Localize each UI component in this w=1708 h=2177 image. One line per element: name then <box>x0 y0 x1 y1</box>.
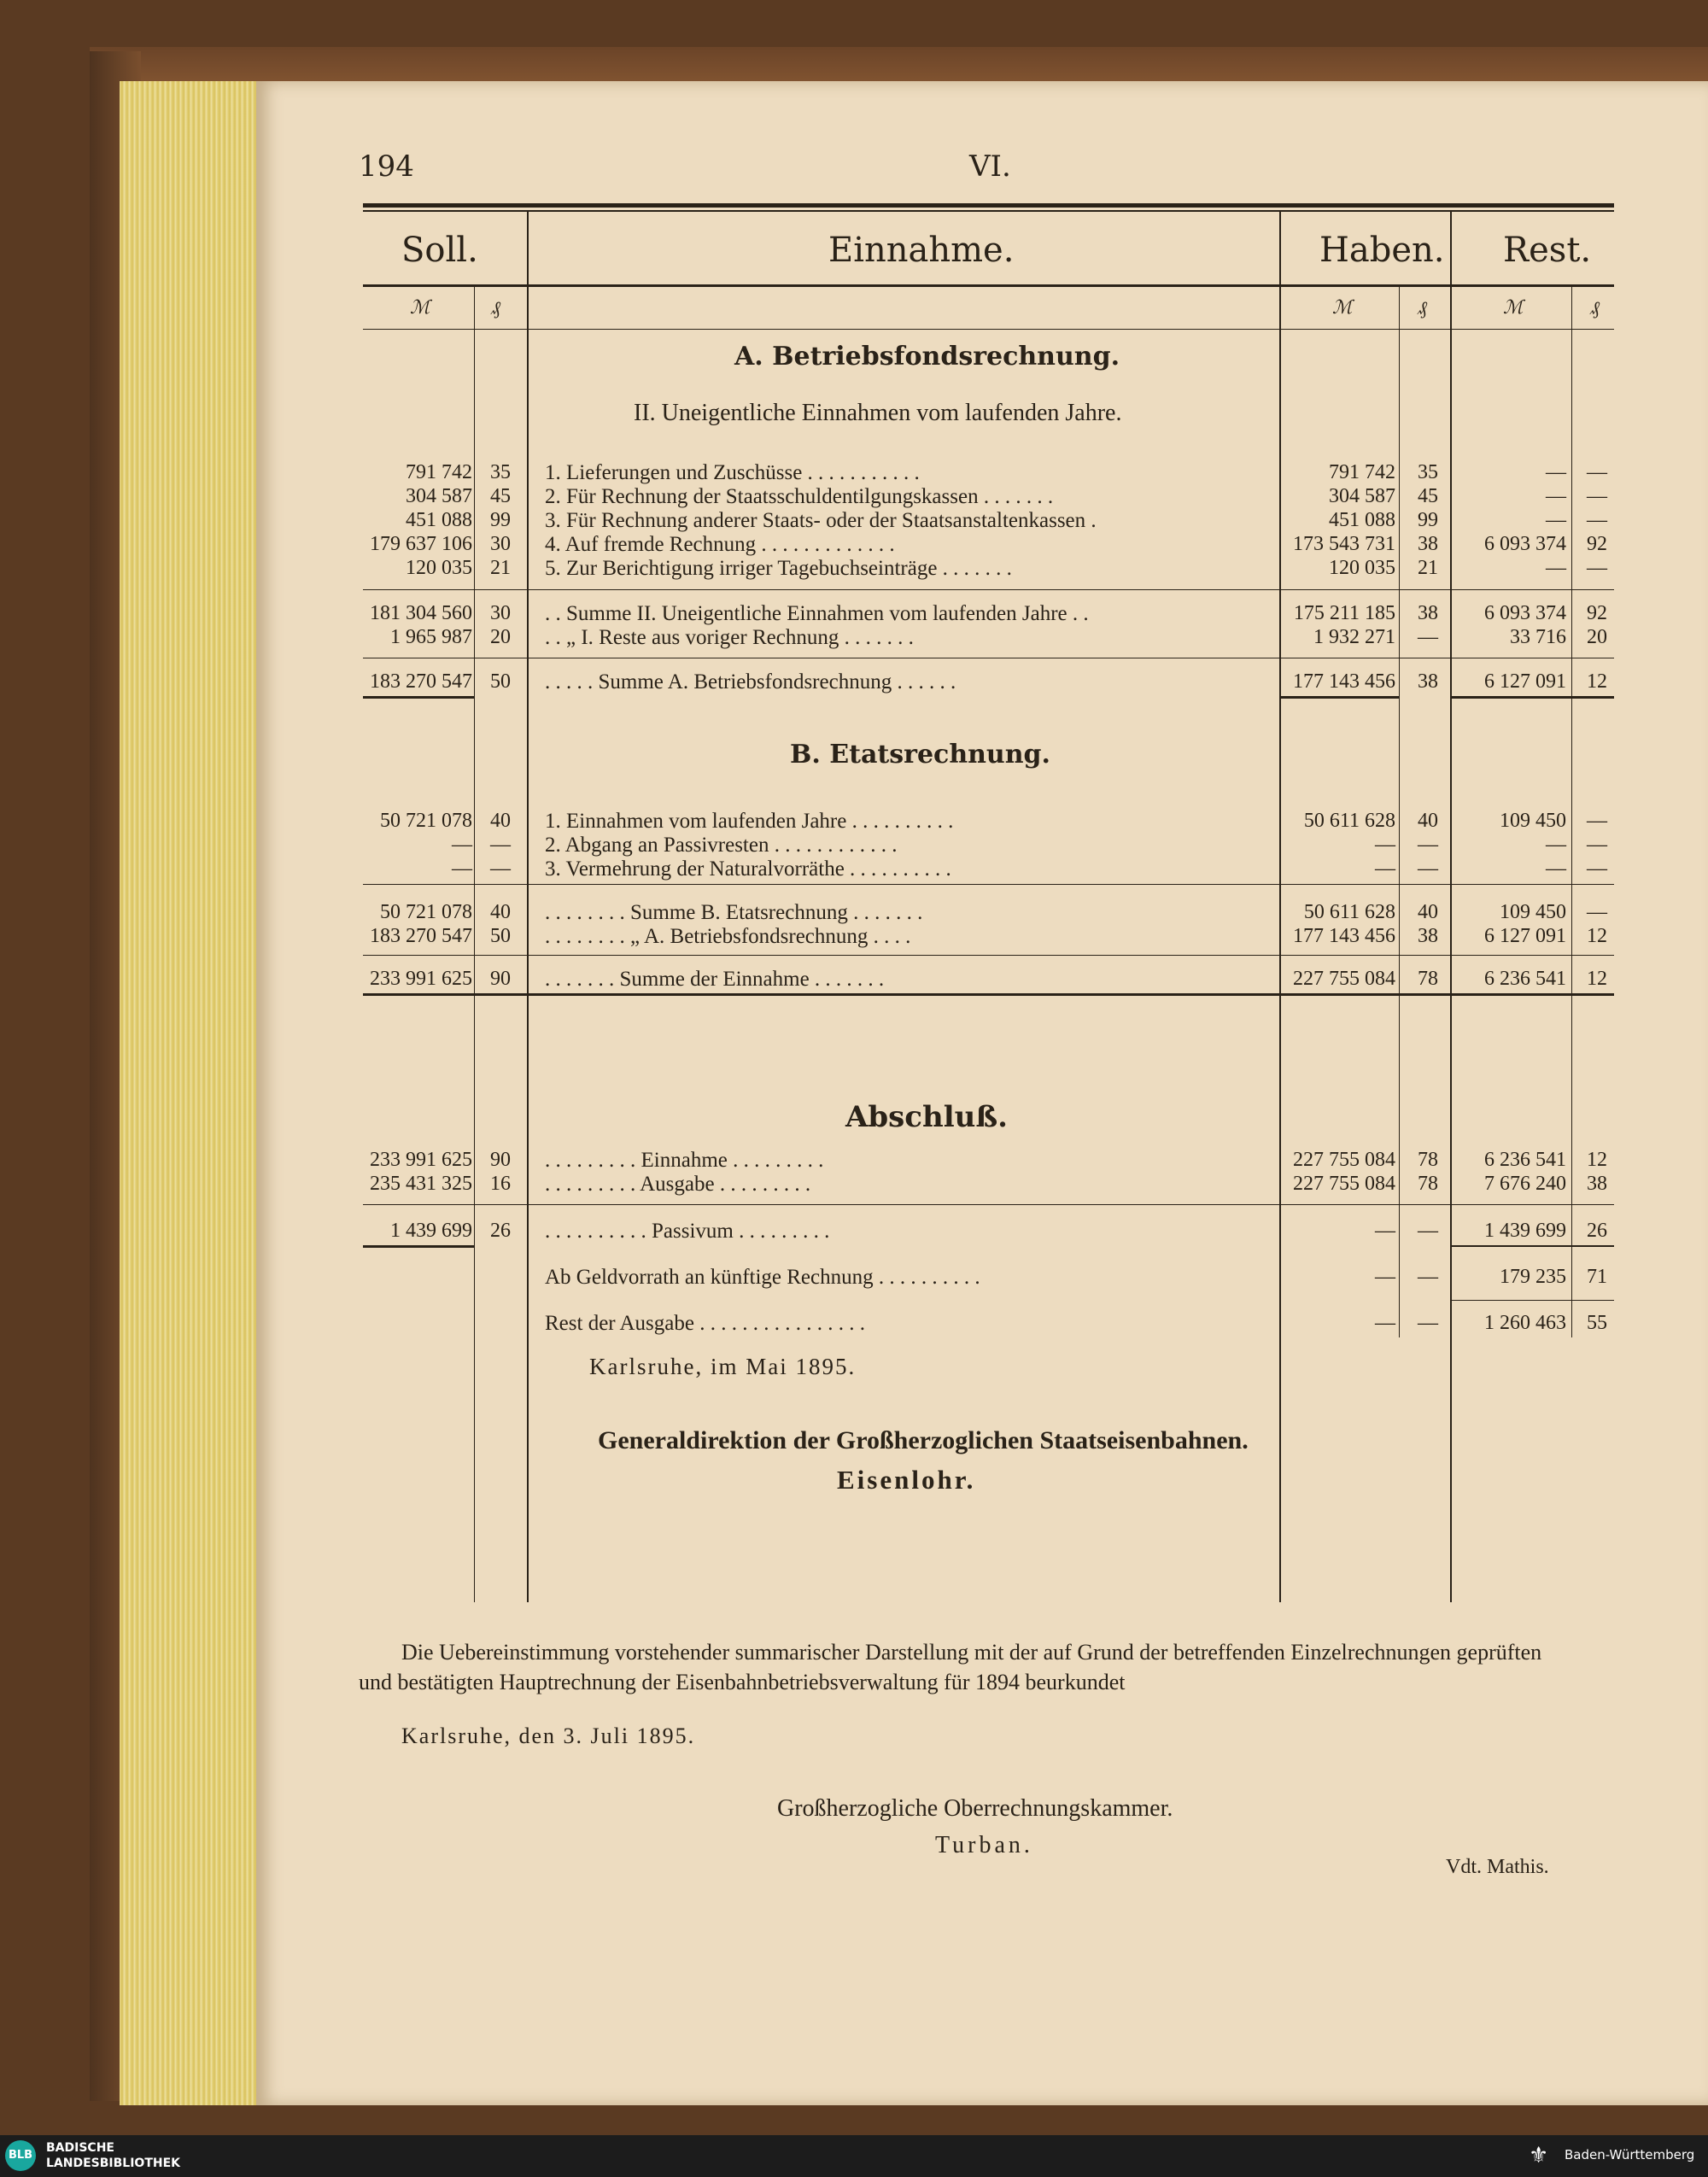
abschluss-signature: Eisenlohr. <box>837 1465 976 1495</box>
cell-label: . . . . . . . . Summe B. Etatsrechnung . . . . . . . <box>545 901 923 924</box>
cell-soll-pf: 99 <box>490 509 511 531</box>
cell-haben-pf: — <box>1418 857 1438 880</box>
cell-haben-pf: — <box>1418 626 1438 648</box>
cell-soll-mark: 451 088 <box>406 509 472 531</box>
cell-rest-pf: 71 <box>1587 1266 1607 1288</box>
cell-label: 4. Auf fremde Rechnung . . . . . . . . . . . . . <box>545 533 895 556</box>
cell-label: Rest der Ausgabe . . . . . . . . . . . . . . . . <box>545 1312 865 1335</box>
cell-haben-pf: 38 <box>1418 602 1438 624</box>
cell-rest-mark: 6 093 374 <box>1484 602 1566 624</box>
top-double-rule <box>363 203 1614 208</box>
cell-soll-pf: — <box>490 857 511 880</box>
header-bottom-rule <box>363 284 1614 287</box>
cell-rest-pf: 12 <box>1587 925 1607 947</box>
cell-soll-pf: 90 <box>490 968 511 990</box>
bw-name: Baden-Württemberg <box>1565 2147 1695 2162</box>
cell-haben-mark: 227 755 084 <box>1293 968 1395 990</box>
cell-soll-pf: 50 <box>490 925 511 947</box>
cell-rest-mark: — <box>1546 461 1566 483</box>
cell-soll-mark: 1 439 699 <box>390 1220 472 1242</box>
cell-haben-mark: 791 742 <box>1329 461 1395 483</box>
page-edges <box>120 81 273 2105</box>
cell-haben-pf: 38 <box>1418 670 1438 693</box>
certification-text-1: Die Uebereinstimmung vorstehender summarischer Darstellung mit der auf Grund der betreffenden Einzelrechnungen geprüften <box>401 1640 1542 1665</box>
cell-soll-mark: 1 965 987 <box>390 626 472 648</box>
unit-mark-haben: ℳ <box>1332 297 1353 319</box>
cell-soll-pf: 30 <box>490 602 511 624</box>
cell-label: 2. Abgang an Passivresten . . . . . . . . . . . . <box>545 834 898 857</box>
rule-after-sum-a-haben <box>1281 696 1399 699</box>
cell-haben-pf: 78 <box>1418 1173 1438 1195</box>
cell-soll-mark: — <box>452 857 472 880</box>
col-header-soll: Soll. <box>401 231 478 270</box>
cell-rest-mark: — <box>1546 834 1566 856</box>
rule-after-total <box>363 993 1614 996</box>
col-rule-rest <box>1450 210 1452 1602</box>
cell-rest-pf: — <box>1587 834 1607 856</box>
cell-haben-pf: 35 <box>1418 461 1438 483</box>
blb-logo[interactable]: BLB <box>5 2140 36 2171</box>
abschluss-authority: Generaldirektion der Großherzoglichen Staatseisenbahnen. <box>598 1426 1249 1454</box>
cell-label: 5. Zur Berichtigung irriger Tagebuchseinträge . . . . . . . <box>545 557 1012 580</box>
cell-haben-mark: 173 543 731 <box>1293 533 1395 555</box>
col-rule-haben <box>1279 210 1281 1602</box>
cell-soll-mark: 233 991 625 <box>370 968 472 990</box>
cell-haben-mark: 177 143 456 <box>1293 670 1395 693</box>
cell-rest-pf: — <box>1587 901 1607 923</box>
cell-rest-mark: 6 093 374 <box>1484 533 1566 555</box>
cell-haben-mark: 50 611 628 <box>1303 901 1395 923</box>
cell-label: 3. Für Rechnung anderer Staats- oder der Staatsanstaltenkassen . <box>545 509 1097 532</box>
cell-label: . . . . . Summe A. Betriebsfondsrechnung . . . . . . <box>545 670 956 693</box>
rule-before-rest-ausgabe <box>1452 1300 1614 1301</box>
cell-haben-mark: 451 088 <box>1329 509 1395 531</box>
cell-haben-mark: 177 143 456 <box>1293 925 1395 947</box>
cell-rest-mark: 6 127 091 <box>1484 925 1566 947</box>
cell-rest-pf: 55 <box>1587 1312 1607 1334</box>
cell-haben-mark: — <box>1375 1312 1395 1334</box>
cell-label: . . . . . . . . „ A. Betriebsfondsrechnung . . . . <box>545 925 911 948</box>
cell-haben-mark: — <box>1375 1220 1395 1242</box>
cell-rest-pf: — <box>1587 485 1607 507</box>
cell-rest-pf: — <box>1587 810 1607 832</box>
col-header-einnahme: Einnahme. <box>828 231 1015 270</box>
cell-haben-mark: 227 755 084 <box>1293 1173 1395 1195</box>
cell-rest-pf: 92 <box>1587 533 1607 555</box>
certification-vdt: Vdt. Mathis. <box>1446 1856 1549 1878</box>
cell-rest-pf: — <box>1587 557 1607 579</box>
cell-haben-pf: 21 <box>1418 557 1438 579</box>
col-rule-soll <box>527 210 529 1602</box>
cell-haben-mark: 227 755 084 <box>1293 1149 1395 1171</box>
cell-haben-pf: 40 <box>1418 901 1438 923</box>
cell-haben-mark: 1 932 271 <box>1313 626 1395 648</box>
cell-rest-mark: 33 716 <box>1510 626 1566 648</box>
section-number: VI. <box>969 149 1011 184</box>
cell-soll-pf: 45 <box>490 485 511 507</box>
cell-label: . . . . . . . . . Einnahme . . . . . . . . . <box>545 1149 824 1172</box>
cell-haben-mark: — <box>1375 834 1395 856</box>
certification-signature: Turban. <box>935 1832 1033 1858</box>
cell-rest-pf: 12 <box>1587 1149 1607 1171</box>
bw-coat-of-arms-icon[interactable]: ⚜ <box>1529 2143 1549 2168</box>
cell-soll-mark: 179 637 106 <box>370 533 472 555</box>
cell-soll-mark: 183 270 547 <box>370 925 472 947</box>
cell-rest-mark: — <box>1546 857 1566 880</box>
cell-rest-mark: 6 127 091 <box>1484 670 1566 693</box>
cell-haben-pf: 78 <box>1418 968 1438 990</box>
cell-soll-pf: 50 <box>490 670 511 693</box>
cell-rest-pf: — <box>1587 509 1607 531</box>
section-a-subtitle: II. Uneigentliche Einnahmen vom laufenden Jahre. <box>634 400 1122 426</box>
cell-label: . . . . . . . . . . Passivum . . . . . . . . . <box>545 1220 830 1243</box>
page-number: 194 <box>359 149 414 184</box>
rule-after-passivum-rest <box>1452 1245 1614 1247</box>
cell-haben-mark: 120 035 <box>1329 557 1395 579</box>
certification-authority: Großherzogliche Oberrechnungskammer. <box>777 1795 1173 1822</box>
cell-rest-mark: — <box>1546 509 1566 531</box>
cell-haben-pf: 99 <box>1418 509 1438 531</box>
rule-after-sum-a-soll <box>363 696 474 699</box>
cell-haben-mark: — <box>1375 1266 1395 1288</box>
rule-after-sum-a-rest <box>1452 696 1614 699</box>
cell-label: . . Summe II. Uneigentliche Einnahmen vom laufenden Jahre . . <box>545 602 1089 625</box>
cell-soll-mark: 304 587 <box>406 485 472 507</box>
rule-after-passivum-soll <box>363 1245 474 1248</box>
cell-soll-mark: 181 304 560 <box>370 602 472 624</box>
unit-mark-soll: ℳ <box>410 297 430 319</box>
cell-haben-mark: 175 211 185 <box>1293 602 1395 624</box>
top-rule-thin <box>363 210 1614 212</box>
cell-rest-mark: — <box>1546 557 1566 579</box>
cell-label: . . . . . . . Summe der Einnahme . . . . . . . <box>545 968 885 991</box>
cell-soll-mark: 183 270 547 <box>370 670 472 693</box>
unit-mark-rest: ℳ <box>1503 297 1524 319</box>
cell-haben-mark: 304 587 <box>1329 485 1395 507</box>
blb-name-line1: BADISCHE <box>46 2141 114 2155</box>
cell-soll-pf: 35 <box>490 461 511 483</box>
rule-before-total <box>363 955 1614 956</box>
col-rule-rest-pf <box>1571 287 1572 1337</box>
cell-haben-mark: 50 611 628 <box>1303 810 1395 832</box>
cell-haben-pf: — <box>1418 1312 1438 1334</box>
cell-label: 3. Vermehrung der Naturalvorräthe . . . . . . . . . . <box>545 857 951 881</box>
cell-haben-pf: 78 <box>1418 1149 1438 1171</box>
certification-text-2: und bestätigten Hauptrechnung der Eisenbahnbetriebsverwaltung für 1894 beurkundet <box>359 1670 1126 1694</box>
certification-place-date: Karlsruhe, den 3. Juli 1895. <box>401 1723 696 1748</box>
cell-rest-mark: 1 260 463 <box>1484 1312 1566 1334</box>
cell-rest-mark: 7 676 240 <box>1484 1173 1566 1195</box>
cell-rest-pf: 20 <box>1587 626 1607 648</box>
cell-haben-pf: 38 <box>1418 925 1438 947</box>
cell-rest-mark: 1 439 699 <box>1484 1220 1566 1242</box>
section-b-title: B. Etatsrechnung. <box>790 740 1050 770</box>
cell-label: . . . . . . . . . Ausgabe . . . . . . . . . <box>545 1173 811 1196</box>
cell-label: . . „ I. Reste aus voriger Rechnung . . . . . . . <box>545 626 914 649</box>
col-header-haben: Haben. <box>1319 231 1445 270</box>
cell-rest-pf: — <box>1587 857 1607 880</box>
cell-soll-mark: 50 721 078 <box>380 810 472 832</box>
blb-name <box>46 2140 180 2171</box>
cell-rest-mark: 179 235 <box>1500 1266 1566 1288</box>
cell-rest-pf: 38 <box>1587 1173 1607 1195</box>
footer-bar <box>0 2135 1708 2177</box>
cell-rest-pf: 12 <box>1587 670 1607 693</box>
cell-haben-pf: — <box>1418 1220 1438 1242</box>
blb-name-line2: LANDESBIBLIOTHEK <box>46 2157 181 2170</box>
cell-haben-pf: 40 <box>1418 810 1438 832</box>
cell-rest-mark: — <box>1546 485 1566 507</box>
rule-before-passivum <box>363 1204 1614 1205</box>
cell-soll-pf: 40 <box>490 901 511 923</box>
cell-soll-mark: 791 742 <box>406 461 472 483</box>
cell-haben-pf: — <box>1418 1266 1438 1288</box>
rule-before-sum-ii <box>363 589 1614 590</box>
cell-rest-pf: 26 <box>1587 1220 1607 1242</box>
cell-soll-pf: 16 <box>490 1173 511 1195</box>
cell-rest-pf: 12 <box>1587 968 1607 990</box>
cell-haben-pf: 38 <box>1418 533 1438 555</box>
cell-label: 1. Lieferungen und Zuschüsse . . . . . . . . . . . <box>545 461 920 484</box>
cell-soll-pf: — <box>490 834 511 856</box>
cell-soll-pf: 26 <box>490 1220 511 1242</box>
col-rule-soll-pf <box>474 287 475 1602</box>
cell-label: 2. Für Rechnung der Staatsschuldentilgungskassen . . . . . . . <box>545 485 1054 508</box>
col-header-rest: Rest. <box>1503 231 1592 270</box>
col-rule-haben-pf <box>1399 287 1400 1337</box>
section-a-title: A. Betriebsfondsrechnung. <box>734 342 1120 372</box>
cell-soll-mark: 50 721 078 <box>380 901 472 923</box>
abschluss-place-date: Karlsruhe, im Mai 1895. <box>589 1354 857 1379</box>
cell-soll-pf: 90 <box>490 1149 511 1171</box>
cell-rest-mark: 109 450 <box>1500 810 1566 832</box>
cell-soll-pf: 30 <box>490 533 511 555</box>
cell-soll-mark: 120 035 <box>406 557 472 579</box>
cell-soll-pf: 21 <box>490 557 511 579</box>
cell-soll-pf: 40 <box>490 810 511 832</box>
cell-soll-mark: — <box>452 834 472 856</box>
cell-haben-pf: — <box>1418 834 1438 856</box>
cell-rest-pf: 92 <box>1587 602 1607 624</box>
cell-haben-mark: — <box>1375 857 1395 880</box>
rule-before-sum-b <box>363 884 1614 885</box>
abschluss-title: Abschluß. <box>845 1100 1009 1134</box>
cell-soll-pf: 20 <box>490 626 511 648</box>
unit-pf-haben: ₰ <box>1418 298 1427 319</box>
cell-haben-pf: 45 <box>1418 485 1438 507</box>
cell-rest-mark: 6 236 541 <box>1484 1149 1566 1171</box>
cell-rest-pf: — <box>1587 461 1607 483</box>
cell-rest-mark: 109 450 <box>1500 901 1566 923</box>
unit-bottom-rule <box>363 329 1614 330</box>
cell-label: Ab Geldvorrath an künftige Rechnung . . . . . . . . . . <box>545 1266 980 1289</box>
cell-rest-mark: 6 236 541 <box>1484 968 1566 990</box>
cell-label: 1. Einnahmen vom laufenden Jahre . . . . . . . . . . <box>545 810 954 833</box>
unit-pf-rest: ₰ <box>1590 298 1600 319</box>
cell-soll-mark: 235 431 325 <box>370 1173 472 1195</box>
unit-pf-soll: ₰ <box>491 298 500 319</box>
cell-soll-mark: 233 991 625 <box>370 1149 472 1171</box>
